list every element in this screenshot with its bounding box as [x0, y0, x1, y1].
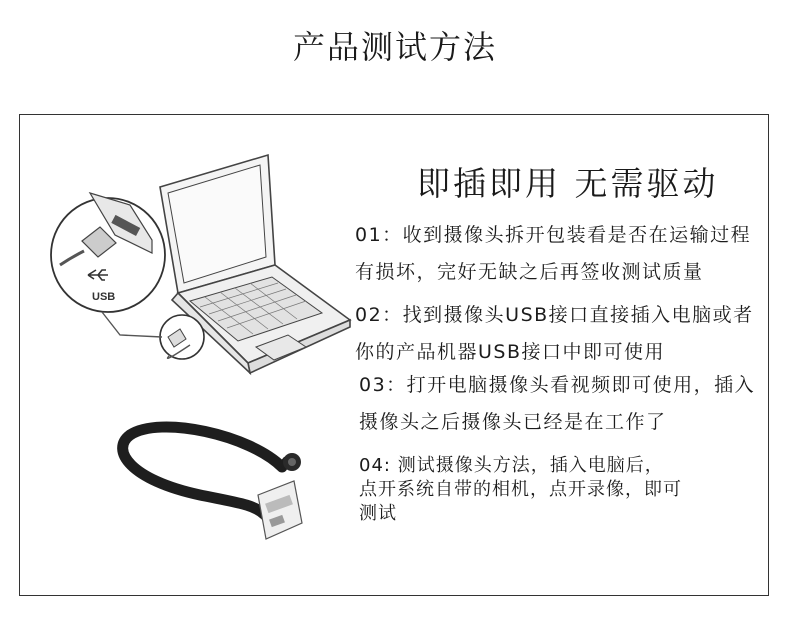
illustration [20, 115, 360, 585]
usb-label: USB [92, 291, 116, 303]
headline: 即插即用 无需驱动 [417, 164, 719, 203]
step-04: 04: 测试摄像头方法，插入电脑后， 点开系统自带的相机，点开录像，即可 测试 [359, 455, 682, 524]
step-01: 01：收到摄像头拆开包装看是否在运输过程 有损坏，完好无缺之后再签收测试质量 [355, 224, 752, 283]
step-02: 02：找到摄像头USB接口直接插入电脑或者 你的产品机器USB接口中即可使用 [355, 304, 754, 363]
usb-port-zoom [51, 193, 165, 312]
step-03: 03：打开电脑摄像头看视频即可使用，插入 摄像头之后摄像头已经是在工作了 [359, 374, 756, 433]
page-title: 产品测试方法 [292, 28, 497, 66]
camera-module-illustration [123, 427, 302, 539]
